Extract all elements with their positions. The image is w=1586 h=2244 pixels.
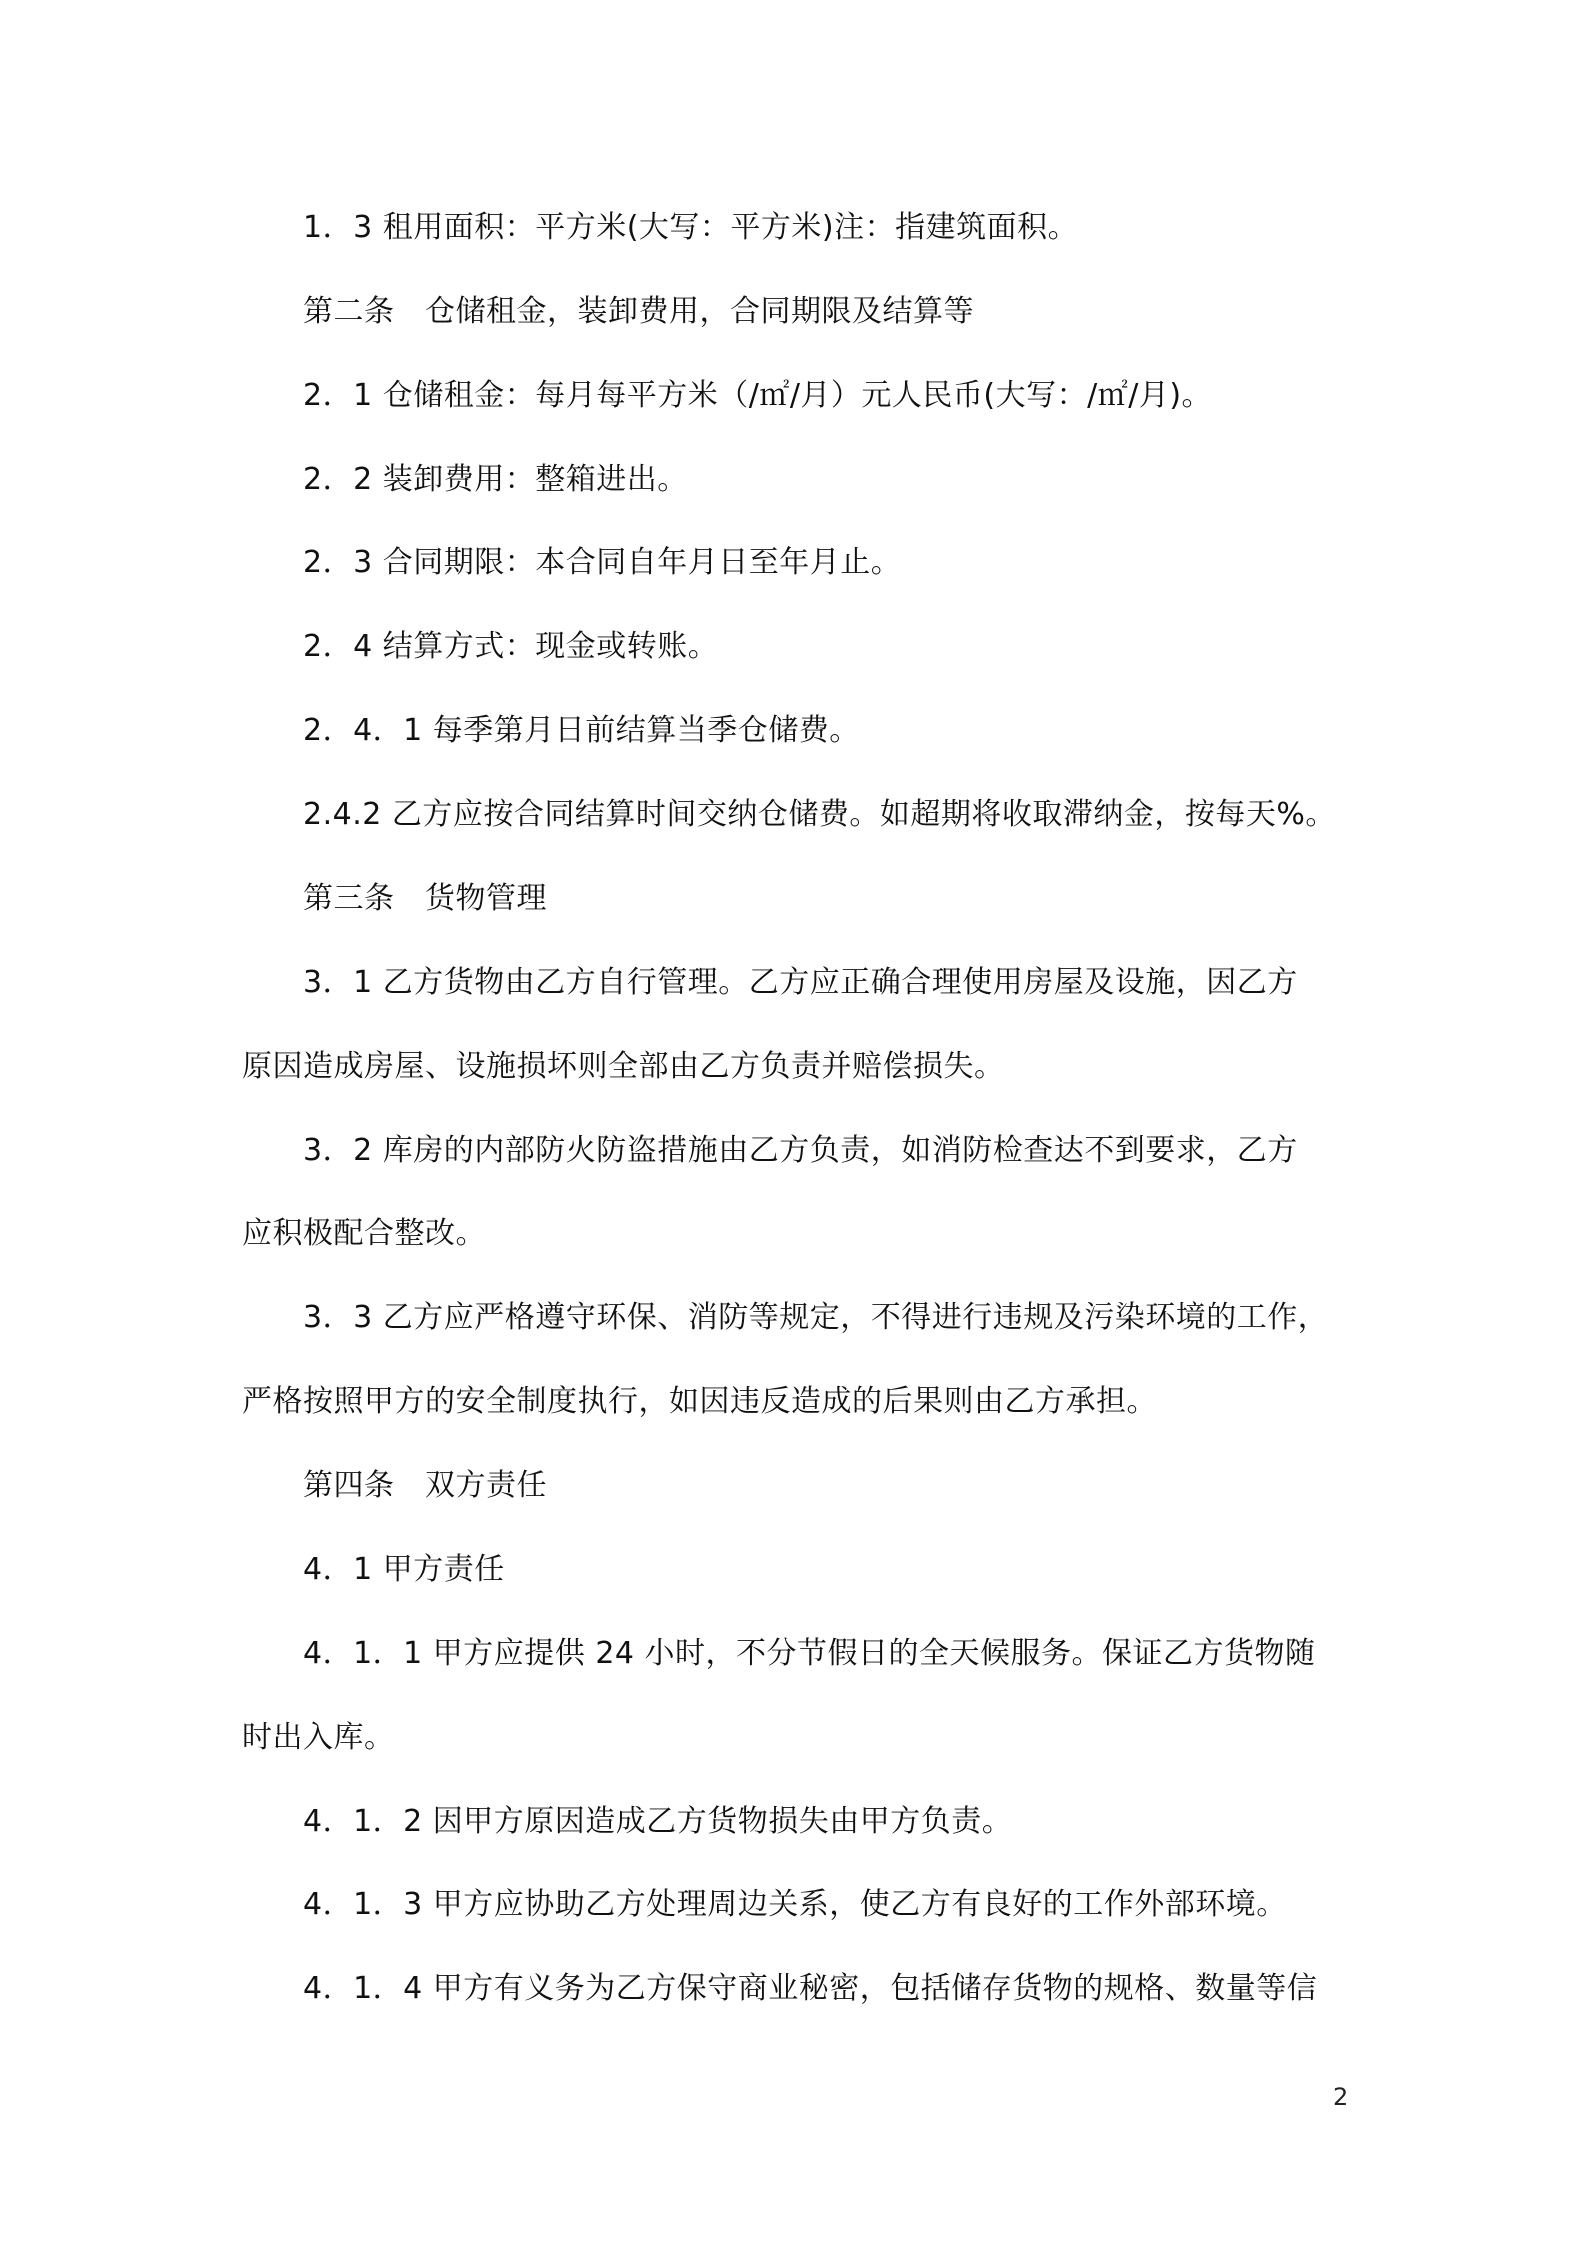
clause-4-1-4-line-1: 4．1．4 甲方有义务为乙方保守商业秘密，包括储存货物的规格、数量等信 [303,1971,1318,2006]
clause-3-1-line-2: 原因造成房屋、设施损坏则全部由乙方负责并赔偿损失。 [242,1049,1005,1084]
clause-3-3-line-2: 严格按照甲方的安全制度执行，如因违反造成的后果则由乙方承担。 [242,1384,1157,1419]
clause-2-4-settlement: 2．4 结算方式：现金或转账。 [303,629,719,664]
clause-3-2-line-2: 应积极配合整改。 [242,1216,486,1251]
clause-1-3-rental-area: 1．3 租用面积：平方米(大写：平方米)注：指建筑面积。 [303,210,1079,245]
article-4-heading: 第四条 双方责任 [303,1468,547,1503]
clause-4-1-2: 4．1．2 因甲方原因造成乙方货物损失由甲方负责。 [303,1804,1013,1839]
clause-2-4-2: 2.4.2 乙方应按合同结算时间交纳仓储费。如超期将收取滞纳金，按每天%。 [303,797,1336,832]
clause-4-1-heading: 4．1 甲方责任 [303,1552,505,1587]
article-2-heading: 第二条 仓储租金，装卸费用，合同期限及结算等 [303,294,974,329]
article-3-heading: 第三条 货物管理 [303,881,547,916]
clause-2-4-1: 2．4．1 每季第月日前结算当季仓储费。 [303,713,860,748]
clause-3-1-line-1: 3．1 乙方货物由乙方自行管理。乙方应正确合理使用房屋及设施，因乙方 [303,965,1298,1000]
clause-4-1-1-line-2: 时出入库。 [242,1720,395,1755]
clause-4-1-3: 4．1．3 甲方应协助乙方处理周边关系，使乙方有良好的工作外部环境。 [303,1887,1287,1922]
clause-2-3-contract-term: 2．3 合同期限：本合同自年月日至年月止。 [303,545,902,580]
clause-3-2-line-1: 3．2 库房的内部防火防盗措施由乙方负责，如消防检查达不到要求，乙方 [303,1133,1298,1168]
clause-2-1-storage-rent: 2．1 仓储租金：每月每平方米（/㎡/月）元人民币(大写：/㎡/月)。 [303,378,1213,413]
clause-3-3-line-1: 3．3 乙方应严格遵守环保、消防等规定，不得进行违规及污染环境的工作， [303,1300,1329,1335]
clause-4-1-1-line-1: 4．1．1 甲方应提供 24 小时，不分节假日的全天候服务。保证乙方货物随 [303,1636,1316,1671]
clause-2-2-handling-fee: 2．2 装卸费用：整箱进出。 [303,462,688,497]
page-number: 2 [1333,2083,1349,2111]
